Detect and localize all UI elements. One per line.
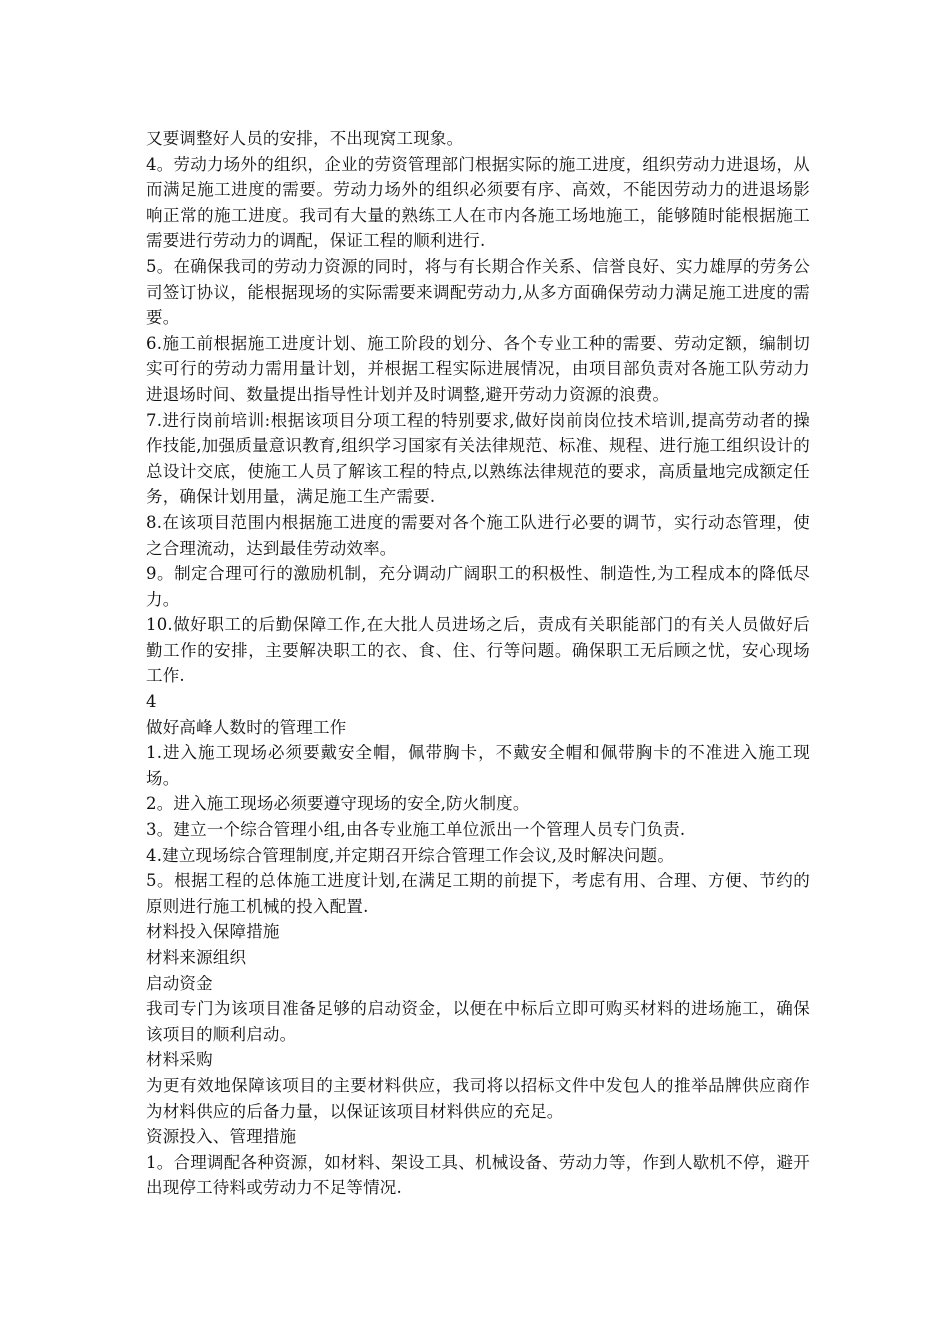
peak-item-3: 3。建立一个综合管理小组,由各专业施工单位派出一个管理人员专门负责. xyxy=(146,820,686,840)
resource-item-1: 1。合理调配各种资源，如材料、架设工具、机械设备、劳动力等，作到人歇机不停，避开出现停工待料或劳动力不足等情况. xyxy=(146,1152,810,1198)
peak-item-2: 2。进入施工现场必须要遵守现场的安全,防火制度。 xyxy=(146,794,530,814)
paragraph-material-purchase: 为更有效地保障该项目的主要材料供应，我司将以招标文件中发包人的推举品牌供应商作为材料供应的后备力量，以保证该项目材料供应的充足。 xyxy=(146,1075,810,1121)
paragraph-item-6: 6.施工前根据施工进度计划、施工阶段的划分、各个专业工种的需要、劳动定额，编制切实可行的劳动力需用量计划，并根据工程实际进展情况，由项目部负责对各施工队劳动力进退场时间、数量提出指导性计划并及时调整,避开劳动力资源的浪费。 xyxy=(146,333,810,404)
paragraph-item-4: 4。劳动力场外的组织，企业的劳资管理部门根据实际的施工进度，组织劳动力进退场，从而满足施工进度的需要。劳动力场外的组织必须要有序、高效，不能因劳动力的进退场影响正常的施工进度。我司有大量的熟练工人在市内各施工场地施工，能够随时能根据施工需要进行劳动力的调配，保证工程的顺利进行. xyxy=(146,154,810,251)
paragraph-item-10: 10.做好职工的后勤保障工作,在大批人员进场之后，责成有关职能部门的有关人员做好后勤工作的安排，主要解决职工的衣、食、住、行等问题。确保职工无后顾之忧，安心现场工作. xyxy=(146,615,810,686)
peak-item-1: 1.进入施工现场必须要戴安全帽，佩带胸卡，不戴安全帽和佩带胸卡的不准进入施工现场。 xyxy=(146,743,810,788)
peak-item-4: 4.建立现场综合管理制度,并定期召开综合管理工作会议,及时解决问题。 xyxy=(146,845,675,865)
heading-material-measures: 材料投入保障措施 xyxy=(146,922,280,942)
paragraph-item-7: 7.进行岗前培训:根据该项目分项工程的特别要求,做好岗前岗位技术培训,提高劳动者的操作技能,加强质量意识教育,组织学习国家有关法律规范、标准、规程、进行施工组织设计的总设计交底，使施工人员了解该工程的特点,以熟练法律规范的要求，高质量地完成额定任务，确保计划用量，满足施工生产需要. xyxy=(146,410,810,507)
paragraph-item-8: 8.在该项目范围内根据施工进度的需要对各个施工队进行必要的调节，实行动态管理，使之合理流动，达到最佳劳动效率。 xyxy=(146,512,810,558)
heading-material-source: 材料来源组织 xyxy=(146,948,247,967)
paragraph-continuation: 又要调整好人员的安排，不出现窝工现象。 xyxy=(146,129,464,148)
heading-material-purchase: 材料采购 xyxy=(146,1050,213,1070)
section-number: 4 xyxy=(146,692,157,712)
document-page xyxy=(146,126,810,1201)
heading-startup-funds: 启动资金 xyxy=(146,973,213,993)
paragraph-startup-funds: 我司专门为该项目准备足够的启动资金，以便在中标后立即可购买材料的进场施工，确保该项目的顺利启动。 xyxy=(146,999,810,1044)
paragraph-item-5: 5。在确保我司的劳动力资源的同时，将与有长期合作关系、信誉良好、实力雄厚的劳务公司签订协议，能根据现场的实际需要来调配劳动力,从多方面确保劳动力满足施工进度的需要。 xyxy=(146,256,810,328)
paragraph-item-9: 9。制定合理可行的激励机制，充分调动广阔职工的积极性、制造性,为工程成本的降低尽力。 xyxy=(146,564,810,609)
heading-resource-measures: 资源投入、管理措施 xyxy=(146,1127,297,1147)
section-heading-peak-management: 做好高峰人数时的管理工作 xyxy=(146,717,347,737)
peak-item-5: 5。根据工程的总体施工进度计划,在满足工期的前提下，考虑有用、合理、方便、节约的原则进行施工机械的投入配置. xyxy=(146,871,810,916)
